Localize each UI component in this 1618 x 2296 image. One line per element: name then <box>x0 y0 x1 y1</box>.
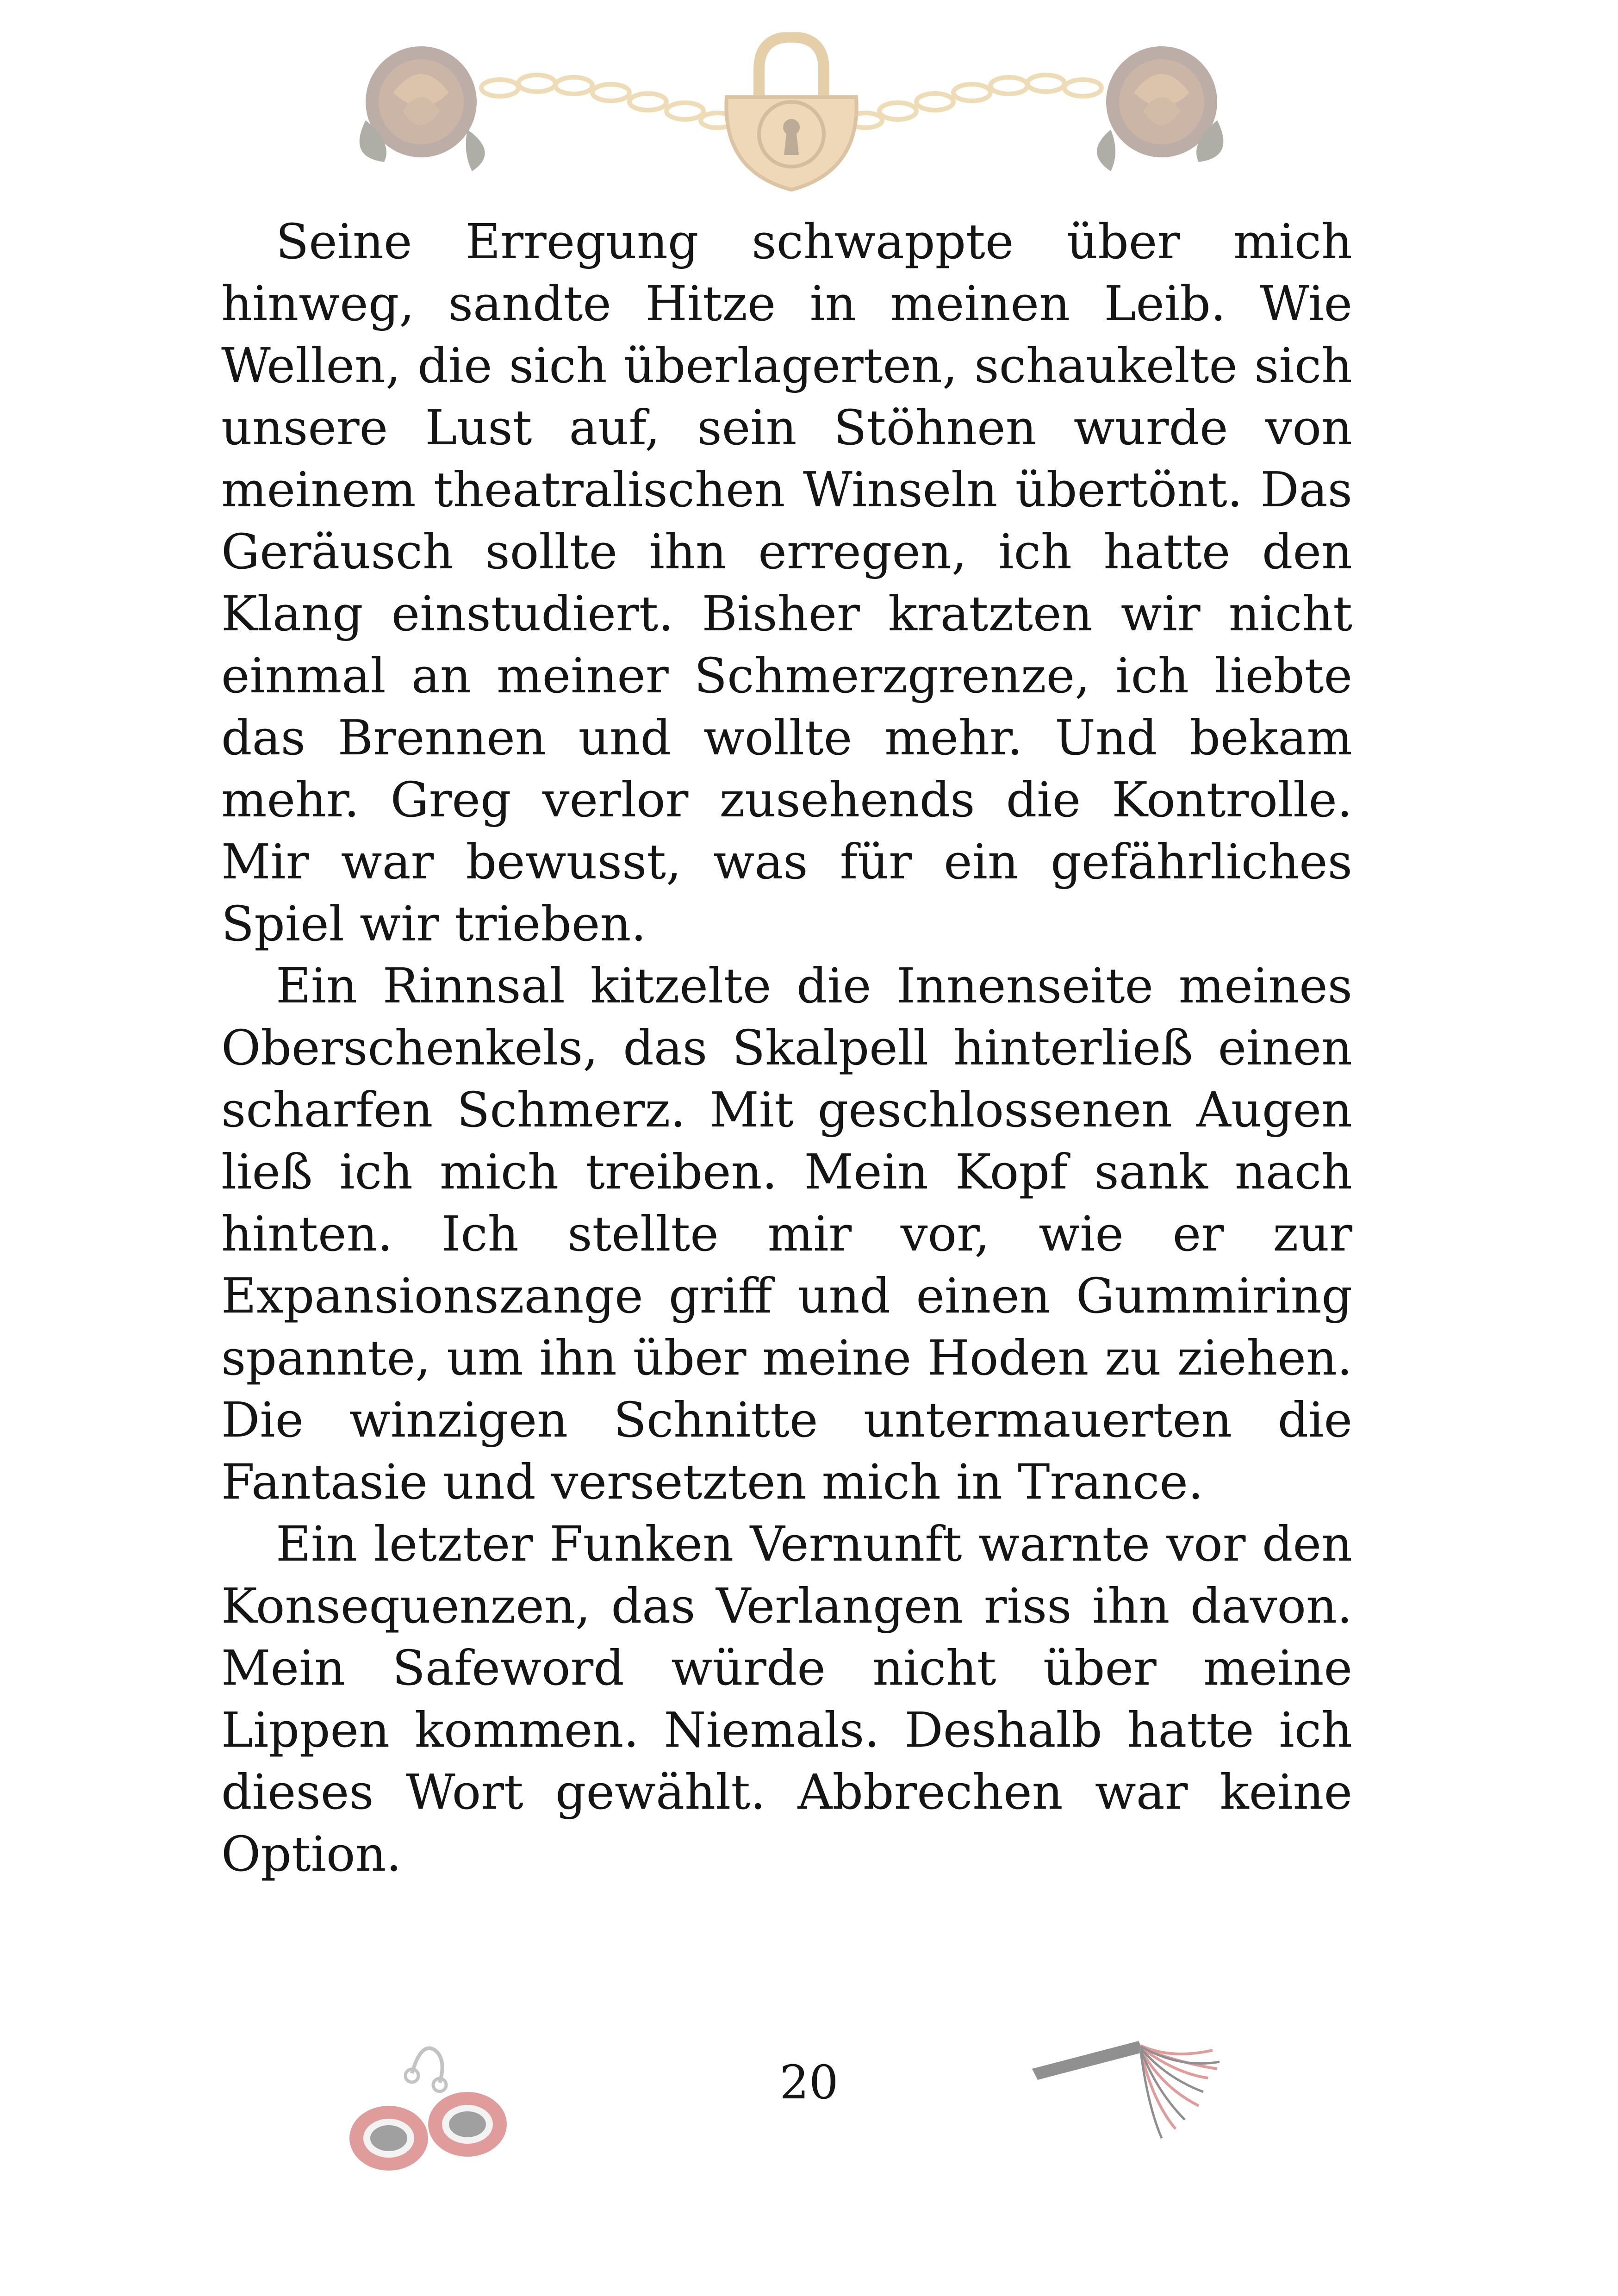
paragraph: Ein Rinnsal kitzelte die Innenseite meines Oberschenkels, das Skalpell hinterließ einen scharfen Schmerz. Mit geschlossenen Augen ließ ich mich treiben. Mein Kopf sank nach hinten. Ich stellte mir vor, wie er zur Expansionszange griff und einen Gummiring spannte, um ihn über meine Hoden zu ziehen. Die winzigen Schnitte untermauerten die Fantasie und versetzten mich in Trance. <box>221 958 1352 1510</box>
page-number: 20 <box>779 2055 839 2109</box>
rose-icon-right <box>1097 46 1223 171</box>
handcuffs-icon <box>342 2032 518 2180</box>
chain-icon-left <box>481 75 734 128</box>
flogger-whip-icon <box>1023 2032 1222 2152</box>
paragraph: Seine Erregung schwappte über mich hinweg, sandte Hitze in meinen Leib. Wie Wellen, die sich überlagerten, schaukelte sich unsere Lust auf, sein Stöhnen wurde von meinem theatralischen Winseln übertönt. Das Geräusch sollte ihn erregen, ich hatte den Klang einstudiert. Bisher kratzten wir nicht einmal an meiner Schmerzgrenze, ich liebte das Brennen und wollte mehr. Und bekam mehr. Greg verlor zusehends die Kontrolle. Mir war bewusst, was für ein gefährliches Spiel wir trieben. <box>221 213 1352 952</box>
chapter-text <box>221 211 1352 1885</box>
paragraph: Ein letzter Funken Vernunft warnte vor den Konsequenzen, das Verlangen riss ihn davon. Mein Safeword würde nicht über meine Lippen kommen. Niemals. Deshalb hatte ich dieses Wort gewählt. Abbrechen war keine Option. <box>221 1516 1352 1882</box>
padlock-icon <box>726 37 856 190</box>
rose-chain-padlock-icon <box>352 32 1231 199</box>
chain-icon-right <box>849 75 1101 128</box>
rose-icon-left <box>360 46 485 171</box>
